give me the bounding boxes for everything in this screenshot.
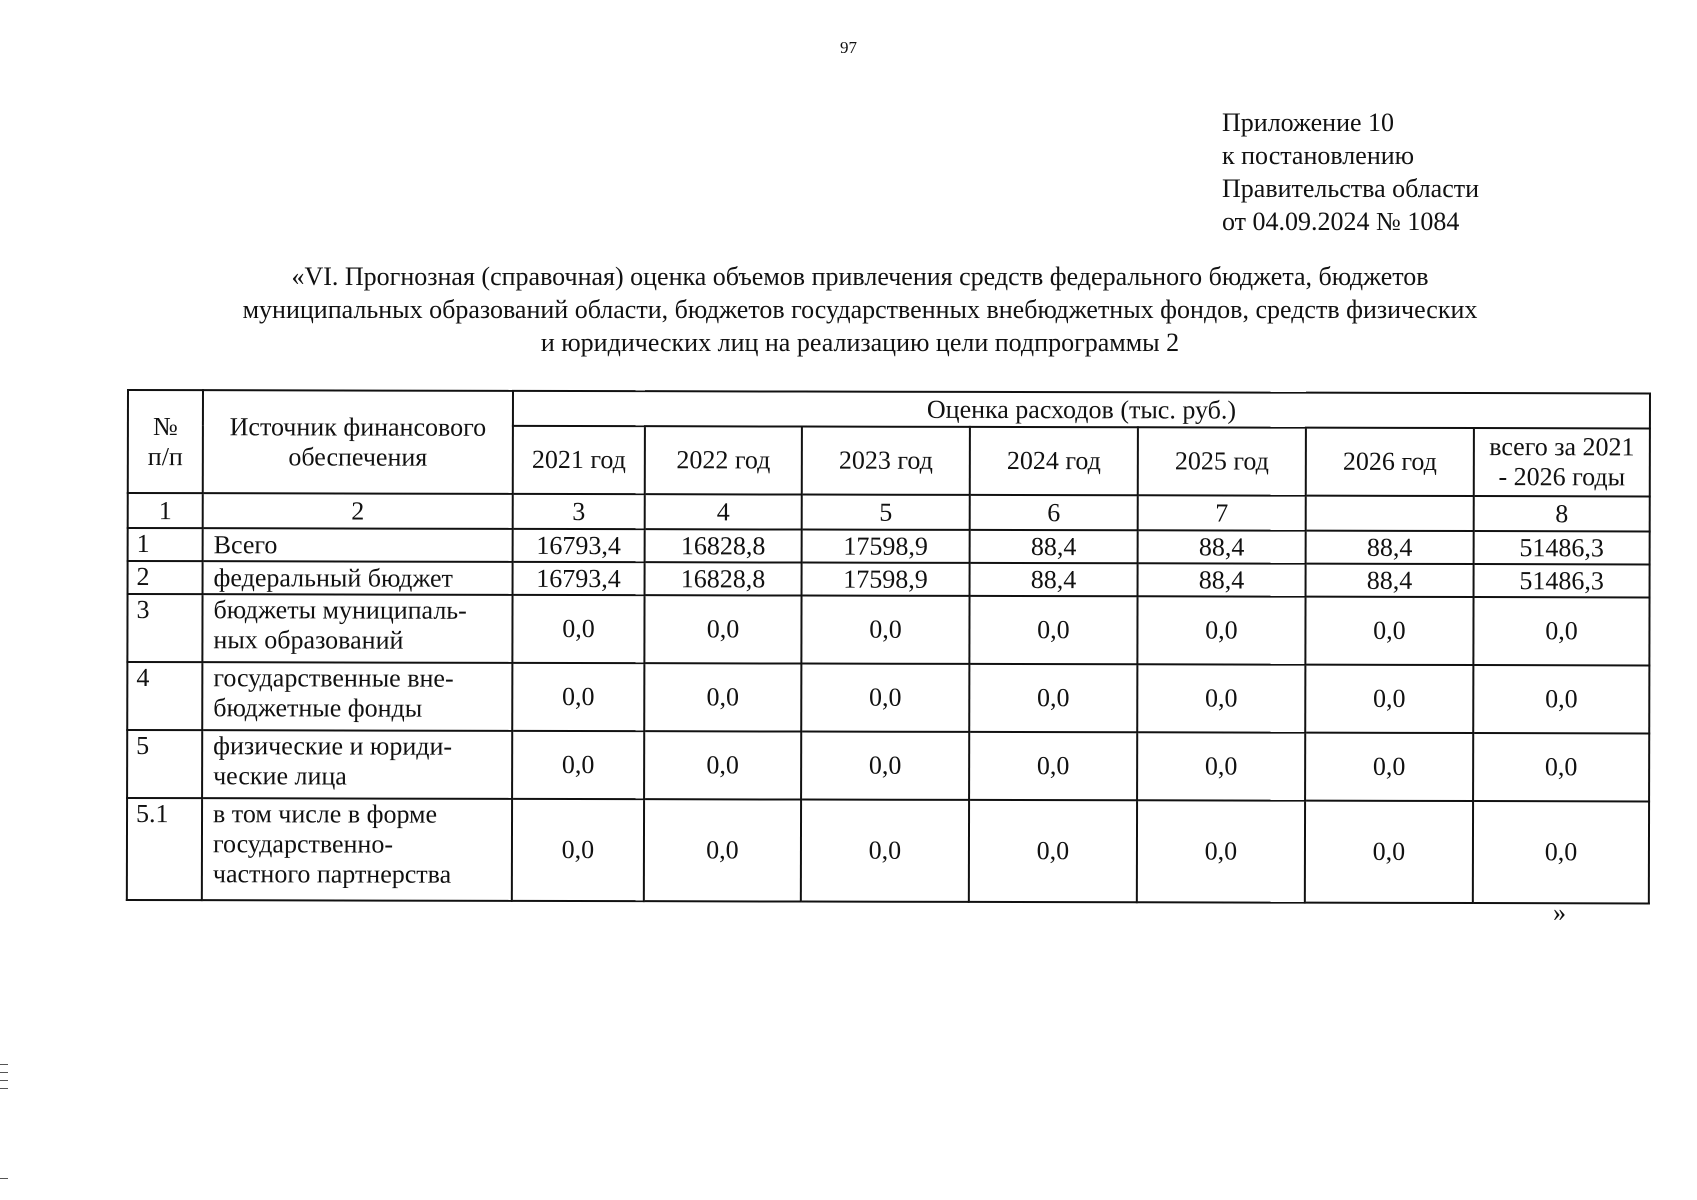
row-number-cell: 2: [128, 561, 203, 594]
header-source-line: Источник финансового: [229, 411, 487, 442]
header-year-cell: 2026 год: [1306, 428, 1474, 496]
value-cell: 88,4: [1138, 563, 1306, 596]
value-cell: 51486,3: [1474, 564, 1650, 597]
value-cell: 0,0: [644, 799, 801, 901]
header-total-line: - 2026 годы: [1498, 462, 1626, 492]
column-index-cell: [1306, 496, 1474, 531]
row-source-line: физические и юриди-: [213, 731, 453, 761]
value-cell: 0,0: [644, 731, 801, 799]
value-cell: 0,0: [801, 664, 969, 732]
header-num-line: п/п: [147, 441, 183, 471]
value-cell: 16793,4: [513, 562, 645, 595]
financing-table-wrapper: [126, 389, 1649, 904]
value-cell: 0,0: [512, 595, 644, 663]
header-year-cell: 2025 год: [1138, 427, 1306, 495]
closing-quote: »: [1553, 898, 1566, 927]
value-cell: 0,0: [1305, 665, 1473, 733]
row-source-cell: [202, 662, 512, 731]
value-cell: 0,0: [969, 800, 1137, 902]
title-line: муниципальных образований области, бюджетов государственных внебюджетных фондов, средств физических: [242, 295, 1478, 324]
row-source-cell: [202, 594, 512, 663]
table-row: [127, 730, 1649, 801]
value-cell: 16828,8: [645, 562, 802, 595]
value-cell: 0,0: [969, 664, 1137, 732]
value-cell: 0,0: [1473, 801, 1649, 903]
row-source-cell: [202, 730, 512, 799]
value-cell: 0,0: [801, 596, 969, 664]
value-cell: 88,4: [1306, 564, 1474, 597]
column-index-cell: 8: [1474, 496, 1650, 531]
row-source-line: частного партнерства: [212, 859, 452, 889]
table-row: [127, 798, 1649, 903]
value-cell: 0,0: [1305, 597, 1473, 665]
header-year-cell: 2024 год: [970, 427, 1138, 495]
value-cell: 88,4: [1138, 530, 1306, 563]
value-cell: 16828,8: [645, 529, 802, 562]
row-number-cell: 5: [127, 730, 202, 798]
row-source-cell: [202, 798, 512, 901]
header-num-cell: [128, 390, 203, 493]
financing-table: [126, 389, 1651, 904]
value-cell: 16793,4: [513, 529, 645, 562]
value-cell: 0,0: [512, 799, 644, 901]
header-total-cell: [1474, 428, 1650, 496]
column-index-cell: 4: [645, 494, 802, 529]
row-number-cell: 5.1: [127, 798, 202, 900]
column-index-cell: 2: [203, 493, 513, 529]
row-source-line: бюджеты муниципаль-: [213, 595, 467, 625]
table-row: [127, 594, 1649, 665]
title-line: «VI. Прогнозная (справочная) оценка объемов привлечения средств федерального бюджета, бюджетов: [291, 262, 1429, 291]
column-index-cell: 6: [970, 495, 1138, 530]
row-source-line: ных образований: [213, 625, 404, 655]
value-cell: 88,4: [970, 530, 1138, 563]
value-cell: 17598,9: [802, 530, 970, 563]
value-cell: 0,0: [1473, 733, 1649, 801]
header-total-line: всего за 2021: [1489, 432, 1635, 462]
appendix-line: от 04.09.2024 № 1084: [1222, 207, 1460, 236]
row-source-line: бюджетные фонды: [213, 693, 423, 723]
row-source-line: ческие лица: [213, 761, 347, 791]
column-index-row: [128, 493, 1650, 531]
row-source-line: государственно-: [212, 829, 394, 859]
scan-margin-marks: [0, 1064, 8, 1096]
row-number-cell: 4: [127, 662, 202, 730]
column-index-cell: 1: [128, 493, 203, 528]
page-number: 97: [840, 38, 857, 57]
scan-mark: [0, 1072, 8, 1073]
value-cell: 0,0: [512, 663, 644, 731]
scan-mark: [0, 1080, 8, 1081]
value-cell: 0,0: [644, 663, 801, 731]
row-number-cell: 3: [127, 594, 202, 662]
value-cell: 17598,9: [802, 563, 970, 596]
title-line: и юридических лиц на реализацию цели подпрограммы 2: [540, 328, 1180, 357]
value-cell: 51486,3: [1474, 531, 1650, 564]
column-index-cell: 7: [1138, 495, 1306, 530]
value-cell: 0,0: [1473, 665, 1649, 733]
row-source-cell: Всего: [203, 528, 513, 562]
appendix-line: Приложение 10: [1222, 108, 1395, 137]
value-cell: 0,0: [1137, 596, 1305, 664]
value-cell: 88,4: [970, 563, 1138, 596]
appendix-line: Правительства области: [1222, 174, 1480, 203]
appendix-note: [1222, 106, 1479, 238]
value-cell: 0,0: [512, 731, 644, 799]
row-source-cell: федеральный бюджет: [203, 561, 513, 595]
header-year-cell: 2022 год: [645, 426, 802, 494]
header-year-cell: 2023 год: [802, 427, 970, 495]
scan-mark: [0, 1088, 8, 1089]
value-cell: 0,0: [1305, 801, 1473, 903]
table-row: [128, 561, 1650, 597]
value-cell: 0,0: [801, 732, 969, 800]
section-title: [130, 260, 1590, 359]
value-cell: 0,0: [1473, 597, 1649, 665]
header-source-line: обеспечения: [288, 441, 428, 472]
table-row: [128, 528, 1650, 564]
value-cell: 0,0: [1137, 800, 1305, 902]
value-cell: 0,0: [1137, 664, 1305, 732]
scan-mark: [0, 1178, 8, 1179]
value-cell: 0,0: [1305, 733, 1473, 801]
header-source-cell: [203, 390, 513, 494]
scan-mark: [0, 1064, 8, 1065]
row-source-line: в том числе в форме: [213, 799, 438, 829]
row-number-cell: 1: [128, 528, 203, 561]
row-source-line: государственные вне-: [213, 663, 454, 693]
column-index-cell: 3: [513, 494, 645, 529]
value-cell: 0,0: [969, 732, 1137, 800]
table-row: [127, 662, 1649, 733]
value-cell: 0,0: [644, 595, 801, 663]
value-cell: 0,0: [801, 800, 969, 902]
header-year-cell: 2021 год: [513, 426, 645, 494]
header-estimate-cell: Оценка расходов (тыс. руб.): [513, 391, 1650, 429]
value-cell: 0,0: [969, 596, 1137, 664]
header-row: [128, 390, 1650, 428]
column-index-cell: 5: [802, 495, 970, 530]
appendix-line: к постановлению: [1222, 141, 1415, 170]
value-cell: 88,4: [1306, 531, 1474, 564]
header-num-line: №: [152, 411, 178, 441]
value-cell: 0,0: [1137, 732, 1305, 800]
